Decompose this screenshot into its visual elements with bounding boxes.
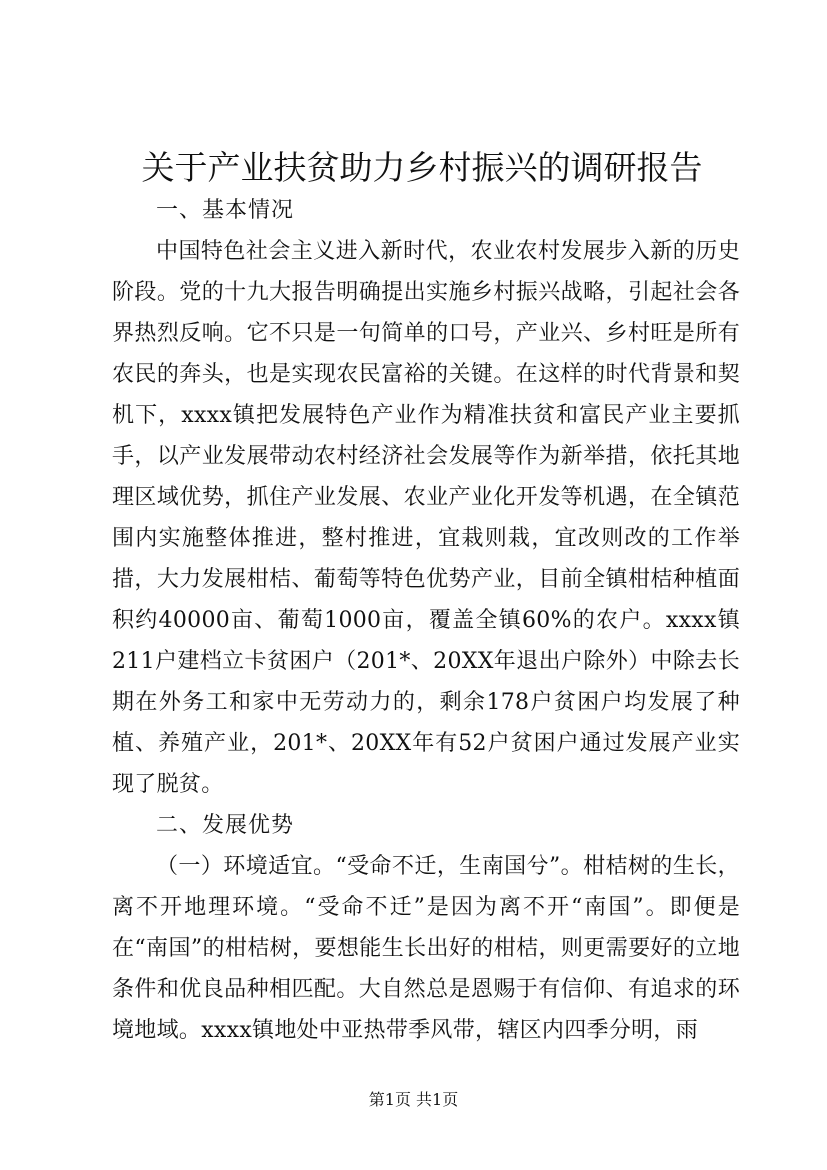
section-heading-development-advantages: 二、发展优势 — [156, 813, 295, 838]
document-title: 关于产业扶贫助力乡村振兴的调研报告 — [141, 148, 703, 187]
document-body — [112, 190, 740, 1051]
section-paragraph-environment: （一）环境适宜。“受命不迁，生南国兮”。柑桔树的生长，离不开地理环境。“受命不迁”是因为离不开“南国”。即便是在“南国”的柑桔树，要想能生长出好的柑桔，则更需要好的立地条件和优良品种相匹配。大自然总是恩赐于有信仰、有追求的环境地域。xxxx镇地处中亚热带季风带，辖区内四季分明，雨 — [112, 854, 740, 1043]
section-paragraph-basic-situation: 中国特色社会主义进入新时代，农业农村发展步入新的历史阶段。党的十九大报告明确提出实施乡村振兴战略，引起社会各界热烈反响。它不只是一句简单的口号，产业兴、乡村旺是所有农民的奔头，也是实现农民富裕的关键。在这样的时代背景和契机下，xxxx镇把发展特色产业作为精准扶贫和富民产业主要抓手，以产业发展带动农村经济社会发展等作为新举措，依托其地理区域优势，抓住产业发展、农业产业化开发等机遇，在全镇范围内实施整体推进，整村推进，宜栽则栽，宜改则改的工作举措，大力发展柑桔、葡萄等特色优势产业，目前全镇柑桔种植面积约40000亩、葡萄1000亩，覆盖全镇60%的农户。xxxx镇211户建档立卡贫困户（201*、20XX年退出户除外）中除去长期在外务工和家中无劳动力的，剩余178户贫困户均发展了种植、养殖产业，201*、20XX年有52户贫困户通过发展产业实现了脱贫。 — [112, 239, 740, 797]
page-footer: 第1页 共1页 — [368, 1090, 459, 1109]
section-heading-basic-situation: 一、基本情况 — [156, 198, 295, 223]
